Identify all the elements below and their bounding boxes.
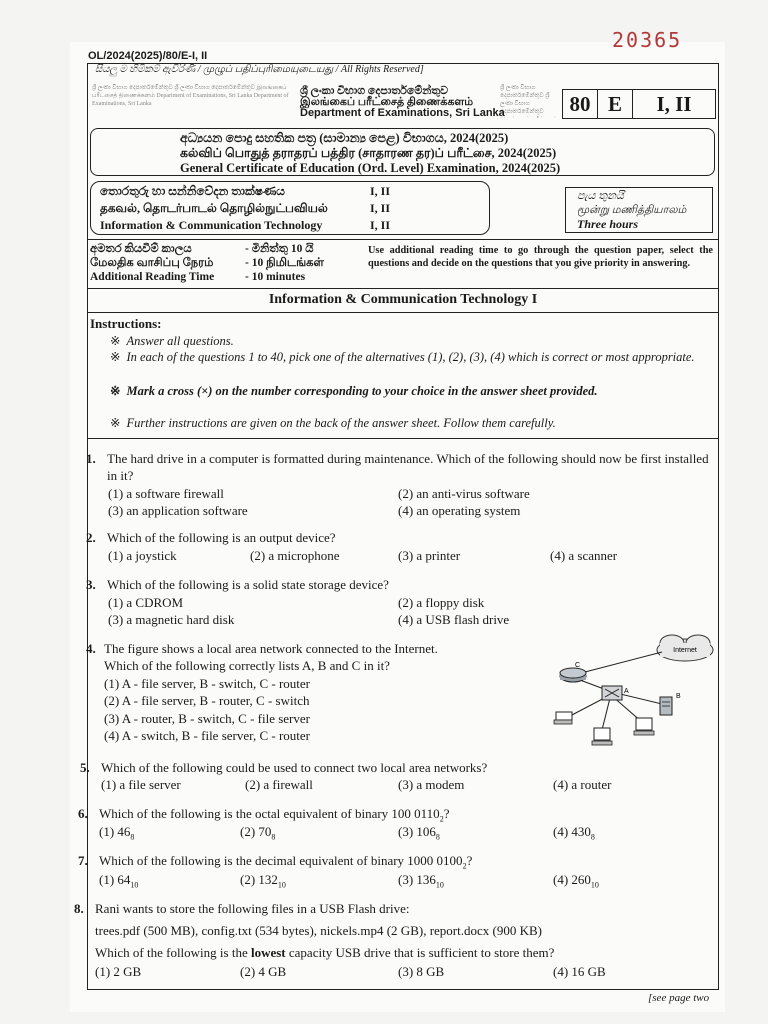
answer-option: (1) $46_8$ (99, 824, 135, 842)
subject-tamil: தகவல், தொடர்பாடல் தொழில்நுட்பவியல் (100, 201, 328, 215)
answer-option: (4) $430_8$ (553, 824, 595, 842)
question-text: The figure shows a local area network connected to the Internet. (104, 641, 438, 656)
divider (87, 288, 719, 289)
watermark-text-right: ශ්‍රී ලංකා විභාග දෙපාර්තමේන්තුව ශ්‍රී ලංකා විභාග දෙපාර්තමේන්තුව (500, 85, 550, 115)
reading-time-tamil: மேலதிக வாசிப்பு நேரம் (90, 257, 214, 269)
base-subscript: 2 (439, 814, 444, 824)
dept-english: Department of Examinations, Sri Lanka (300, 107, 505, 119)
dept-tamil: இலங்கைப் பரீட்சைத் திணைக்களம் (300, 96, 474, 108)
answer-option: (1) a software firewall (108, 486, 224, 501)
question-number: 6. (78, 806, 88, 821)
answer-option: (2) A - file server, B - router, C - switch (104, 693, 310, 708)
answer-option: (2) a firewall (245, 777, 313, 792)
asterism-icon: ※ (110, 334, 121, 348)
divider (87, 312, 719, 313)
answer-option: (2) a floppy disk (398, 595, 485, 610)
computer-icon (634, 718, 654, 735)
file-list: trees.pdf (500 MB), config.txt (534 bytes), nickels.mp4 (2 GB), report.docx (900 KB) (95, 923, 542, 938)
subject-parts-2: I, II (370, 201, 391, 215)
paper-number-subject: 80 (563, 90, 598, 118)
rights-notice: සියලු ම හිමිකම් ඇවිරිණි / முழுப் பதிப்புரிமையுடையது / All Rights Reserved] (95, 64, 424, 75)
reading-time-note: Use additional reading time to go through the question paper, select the questions and decide on the questions that you give priority in answering. (368, 245, 713, 269)
label-c: C (575, 662, 581, 669)
question-text: Which of the following is an output device? (107, 530, 336, 545)
paper-number-medium: E (598, 90, 633, 118)
answer-option: (1) 2 GB (95, 964, 142, 979)
answer-option: (3) $136_{10}$ (398, 872, 444, 890)
answer-option: (2) $132_{10}$ (240, 872, 286, 890)
link-line (585, 652, 662, 672)
instruction-item: ※ In each of the questions 1 to 40, pick one of the alternatives (1), (2), (3), (4) which is correct or most appropriate. (110, 350, 695, 364)
asterism-icon: ※ (110, 350, 121, 364)
reading-time-english: Additional Reading Time (90, 271, 215, 283)
duration-english: Three hours (577, 217, 639, 231)
router-icon (560, 668, 586, 682)
instruction-item: ※ Further instructions are given on the back of the answer sheet. Follow them carefully. (110, 416, 556, 430)
answer-option: (3) a printer (398, 548, 461, 563)
exam-title-english: General Certificate of Education (Ord. Level) Examination, 2024(2025) (180, 161, 561, 175)
question-number: 4. (86, 641, 96, 656)
question-number: 8. (74, 901, 84, 916)
answer-option: (3) $106_8$ (398, 824, 440, 842)
reading-value-english: - 10 minutes (245, 271, 306, 283)
answer-option: (4) an operating system (398, 503, 521, 518)
answer-option: (2) an anti-virus software (398, 486, 530, 501)
subject-english: Information & Communication Technology (100, 218, 323, 232)
computer-icon (554, 712, 572, 724)
question-number: 3. (86, 577, 96, 592)
duration-sinhala: පැය තුනයි (577, 190, 624, 202)
answer-option: (3) an application software (108, 503, 248, 518)
server-icon (660, 697, 672, 715)
computer-icon (592, 728, 612, 745)
paper-title: Information & Communication Technology I (268, 292, 538, 307)
instructions-heading: Instructions: (90, 316, 162, 331)
answer-option: (1) A - file server, B - switch, C - router (104, 676, 310, 691)
handwritten-number: 20365 (612, 28, 683, 52)
answer-option: (4) a USB flash drive (398, 612, 510, 627)
question-text: Which of the following could be used to connect two local area networks? (101, 760, 488, 775)
exam-title-tamil: கல்விப் பொதுத் தராதரப் பத்திர (சாதாரண தர)ப் பரீட்சை, 2024(2025) (180, 146, 557, 160)
answer-option: (4) 16 GB (553, 964, 606, 979)
answer-option: (1) a joystick (108, 548, 177, 563)
answer-option: (1) a CDROM (108, 595, 184, 610)
label-a: A (624, 688, 629, 695)
asterism-icon: ※ (110, 384, 121, 398)
reading-time-sinhala: අමතර කියවීම් කාලය (90, 243, 192, 255)
answer-option: (3) A - router, B - switch, C - file server (104, 711, 310, 726)
instruction-item: ※ Answer all questions. (110, 334, 234, 348)
answer-option: (1) a file server (101, 777, 181, 792)
watermark-text: ශ්‍රී ලංකා විභාග දෙපාර්තමේන්තුව ශ්‍රී ලංකා විභාග දෙපාර්තමේන්තුව இலங்கைப் பரீட்சைத் திணைக்களம் Department of Examinations, Sri Lanka Department of Examinations, Sri Lanka (92, 85, 289, 107)
divider (87, 438, 719, 439)
answer-option: (3) a modem (398, 777, 465, 792)
network-diagram (550, 630, 715, 755)
subject-parts-1: I, II (370, 184, 391, 198)
answer-option: (2) $70_8$ (240, 824, 276, 842)
subject-sinhala: තොරතුරු හා සන්නිවේදන තාක්ෂණය (100, 184, 285, 198)
paper-code: OL/2024(2025)/80/E-I, II (88, 50, 208, 62)
question-number: 5. (80, 760, 90, 775)
switch-icon (602, 686, 622, 700)
subject-parts-3: I, II (370, 218, 391, 232)
answer-option: (4) $260_{10}$ (553, 872, 599, 890)
base-subscript: 2 (462, 861, 467, 871)
question-text: Which of the following correctly lists A, B and C in it? (104, 658, 390, 673)
paper-number-box (562, 89, 716, 119)
answer-option: (1) $64_{10}$ (99, 872, 139, 890)
answer-option: (4) a router (553, 777, 612, 792)
answer-option: (4) A - switch, B - file server, C - router (104, 728, 310, 743)
link-line (602, 698, 610, 730)
exam-title-sinhala: අධ්‍යයන පොදු සහතික පත්‍ර (සාමාන්‍ය පෙළ) විභාගය, 2024(2025) (180, 131, 509, 145)
question-text: The hard drive in a computer is formatted during maintenance. Which of the following should now be first installed in it? (107, 451, 709, 483)
asterism-icon: ※ (110, 416, 121, 430)
question-text: Which of the following is a solid state storage device? (107, 577, 389, 592)
question-number: 1. (86, 451, 96, 466)
reading-value-tamil: - 10 நிமிடங்கள் (245, 257, 324, 269)
answer-option: (3) a magnetic hard disk (108, 612, 235, 627)
question-text: Which of the following is the lowest capacity USB drive that is sufficient to store them? (95, 945, 555, 960)
question-number: 7. (78, 853, 88, 868)
answer-option: (3) 8 GB (398, 964, 445, 979)
label-b: B (676, 693, 681, 700)
question-text: Rani wants to store the following files in a USB Flash drive: (95, 901, 410, 916)
reading-value-sinhala: - මිනිත්තු 10 යි (245, 243, 314, 255)
paper-number-parts: I, II (656, 92, 692, 116)
question-text: Which of the following is the octal equivalent of binary 100 $0110_2$? (99, 806, 450, 824)
question-number: 2. (86, 530, 96, 545)
page-turn-note: [see page two (648, 992, 710, 1004)
answer-option: (4) a scanner (550, 548, 618, 563)
duration-tamil: மூன்று மணித்தியாலம் (577, 204, 687, 216)
answer-option: (2) a microphone (250, 548, 340, 563)
question-text: Which of the following is the decimal equivalent of binary 1000 $0100_2$? (99, 853, 473, 871)
instruction-item: ※ Mark a cross (×) on the number corresponding to your choice in the answer sheet provided. (110, 384, 598, 398)
dept-sinhala: ශ්‍රී ලංකා විභාග දෙපාර්තමේන්තුව (300, 85, 449, 97)
answer-option: (2) 4 GB (240, 964, 287, 979)
internet-label: Internet (673, 647, 697, 654)
divider (87, 239, 719, 240)
